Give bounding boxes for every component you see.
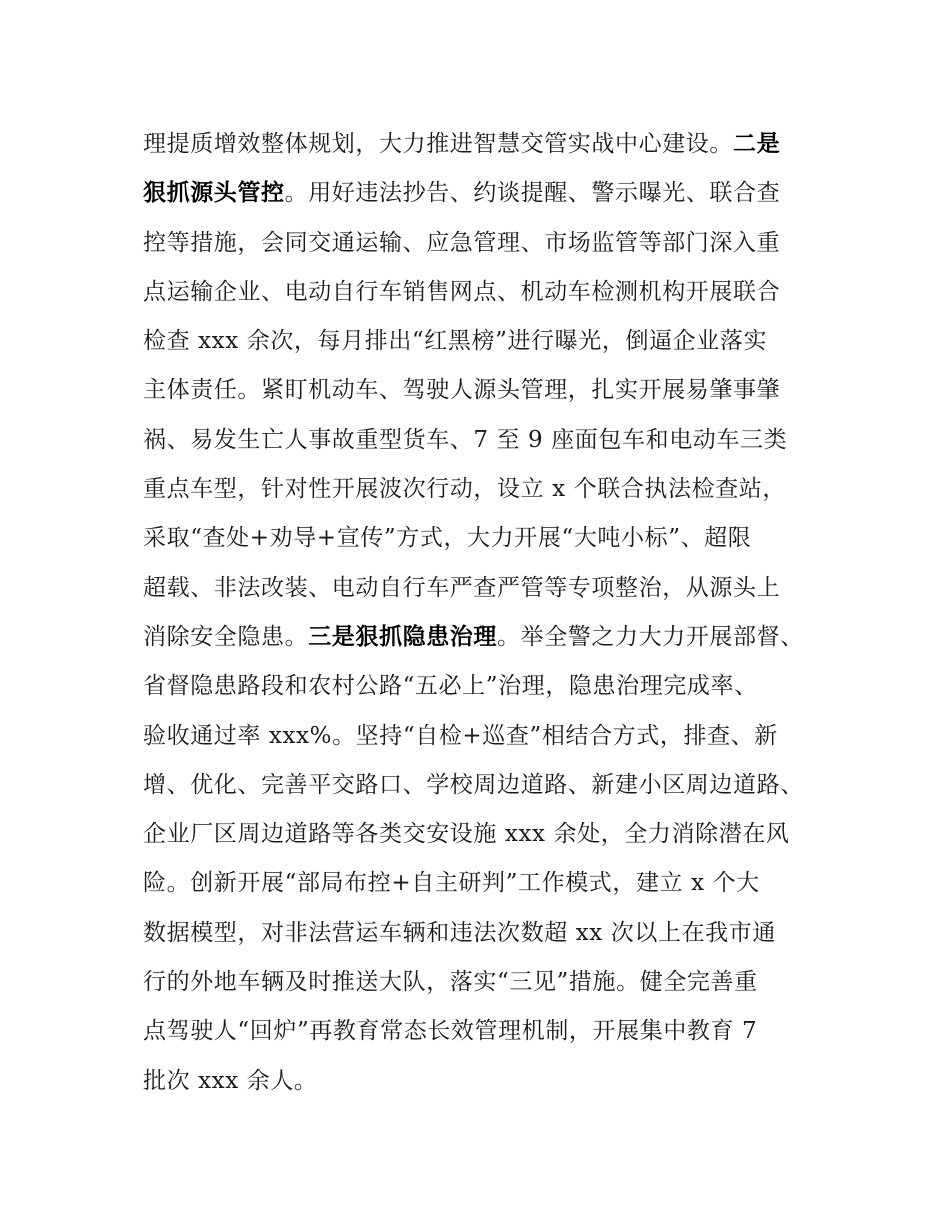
text-line xyxy=(143,909,843,958)
text-line xyxy=(143,859,843,908)
text-line xyxy=(143,317,843,366)
text-line xyxy=(143,761,843,810)
text-run: 理提质增效整体规划，大力推进智慧交管实战中心建设。 xyxy=(143,131,733,157)
text-run: 企业厂区周边道路等各类交安设施 xxx 余处，全力消除潜在风 xyxy=(143,821,790,848)
text-line xyxy=(143,219,843,268)
text-run: 主体责任。紧盯机动车、驾驶人源头管理，扎实开展易肇事肇 xyxy=(143,377,781,404)
text-line xyxy=(143,613,843,662)
text-run: 重点车型，针对性开展波次行动，设立 x 个联合执法检查站， xyxy=(143,476,786,503)
text-run: 点运输企业、电动自行车销售网点、机动车检测机构开展联合 xyxy=(143,278,781,305)
text-run: 验收通过率 xxx%。坚持“自检+巡查”相结合方式，排查、新 xyxy=(143,722,778,749)
text-line xyxy=(143,810,843,859)
bold-heading: 三是狠抓隐患治理 xyxy=(308,623,498,650)
text-line xyxy=(143,958,843,1007)
text-run: 超载、非法改装、电动自行车严查严管等专项整治，从源头上 xyxy=(143,574,781,601)
bold-heading: 二是 xyxy=(733,131,781,157)
text-line xyxy=(143,1057,843,1106)
text-run: 祸、易发生亡人事故重型货车、7 至 9 座面包车和电动车三类 xyxy=(143,426,788,453)
text-line xyxy=(143,564,843,613)
text-run: 检查 xxx 余次，每月排出“红黑榜”进行曝光，倒逼企业落实 xyxy=(143,328,768,355)
text-run: 行的外地车辆及时推送大队，落实“三见”措施。健全完善重 xyxy=(143,969,758,996)
text-line xyxy=(143,514,843,563)
body-paragraph xyxy=(143,120,843,1106)
text-line xyxy=(143,465,843,514)
text-run: 。用好违法抄告、约谈提醒、警示曝光、联合查 xyxy=(284,180,781,207)
text-line xyxy=(143,1007,843,1056)
text-run: 批次 xxx 余人。 xyxy=(143,1067,318,1094)
text-line xyxy=(143,268,843,317)
text-run: 数据模型，对非法营运车辆和违法次数超 xx 次以上在我市通 xyxy=(143,919,776,946)
text-run: 增、优化、完善平交路口、学校周边道路、新建小区周边道路、 xyxy=(143,771,804,798)
text-run: 采取“查处+劝导+宣传”方式，大力开展“大吨小标”、超限 xyxy=(143,525,752,552)
bold-heading: 狠抓源头管控 xyxy=(143,180,285,207)
text-run: 消除安全隐患。 xyxy=(143,623,309,650)
text-line xyxy=(143,416,843,465)
text-run: 省督隐患路段和农村公路“五必上”治理，隐患治理完成率、 xyxy=(143,673,758,700)
text-line xyxy=(143,712,843,761)
text-run: 。举全警之力大力开展部督、 xyxy=(497,623,804,650)
text-line xyxy=(143,169,843,218)
text-line xyxy=(143,120,843,169)
text-run: 点驾驶人“回炉”再教育常态长效管理机制，开展集中教育 7 xyxy=(143,1018,758,1045)
text-line xyxy=(143,366,843,415)
text-run: 控等措施，会同交通运输、应急管理、市场监管等部门深入重 xyxy=(143,229,781,256)
text-run: 险。创新开展“部局布控+自主研判”工作模式，建立 x 个大 xyxy=(143,870,760,897)
text-line xyxy=(143,662,843,711)
